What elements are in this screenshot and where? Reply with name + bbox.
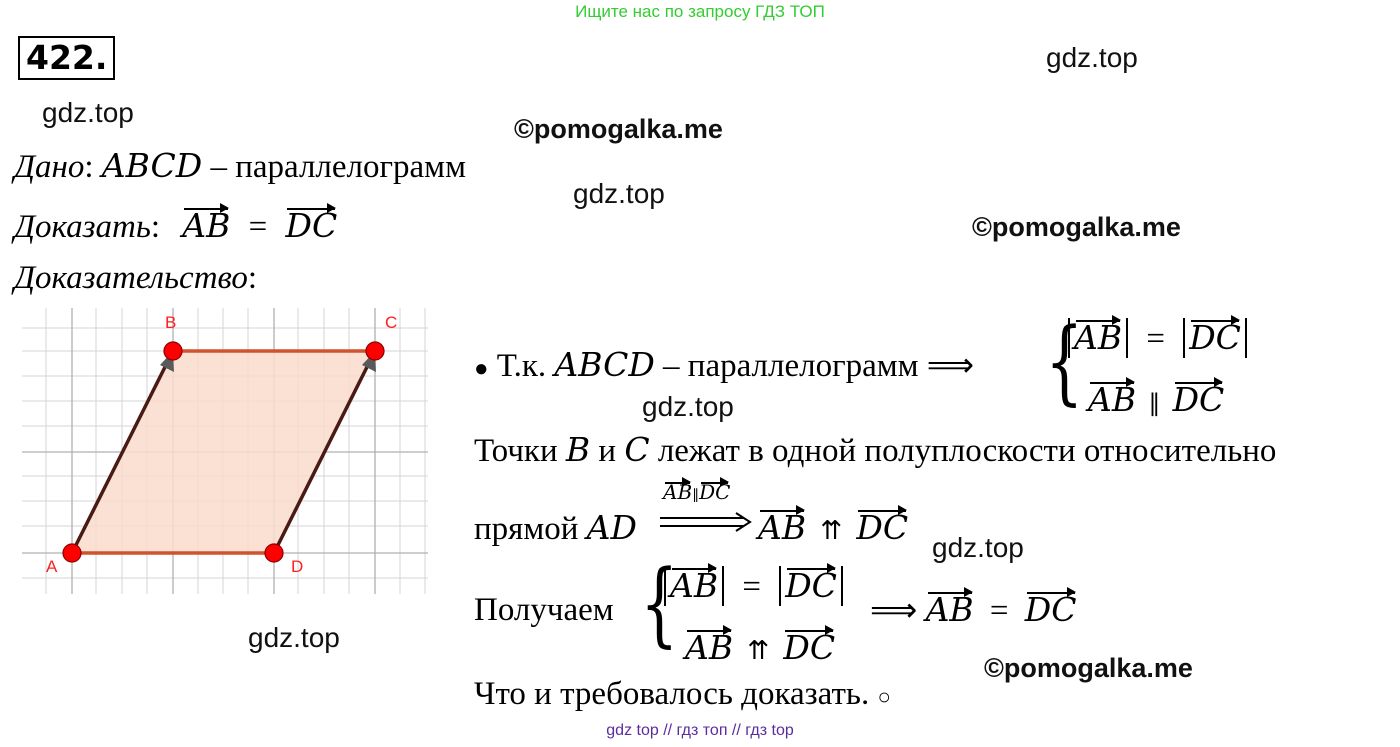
given-label: Дано bbox=[14, 149, 85, 185]
proof-line-2: Точки B и C лежат в одной полуплоскости относительно bbox=[474, 430, 1277, 469]
result-line: ⟹ AB = DC bbox=[870, 590, 1077, 629]
footer-links[interactable]: gdz top // гдз топ // гдз top bbox=[606, 722, 794, 739]
implies-arrow: ⟹ bbox=[870, 593, 918, 629]
bullet: ● bbox=[474, 356, 489, 382]
proof-line-3: прямой AD bbox=[474, 508, 637, 547]
prove-line: Доказать: AB = DC bbox=[14, 206, 338, 245]
proof-step-1: ● Т.к. ABCD – параллелограмм ⟹ bbox=[474, 345, 975, 384]
end-mark: ○ bbox=[877, 684, 891, 709]
watermark-gdz: gdz.top bbox=[248, 622, 340, 653]
watermark-pomogalka: ©pomogalka.me bbox=[972, 212, 1181, 242]
given-line: Дано: ABCD – параллелограмм bbox=[14, 146, 466, 185]
problem-number: 422. bbox=[18, 36, 115, 80]
proof-line-4: Получаем bbox=[474, 592, 614, 628]
arrow-label: AB∥DC bbox=[663, 480, 731, 504]
system-row-1: AB = DC bbox=[1068, 318, 1247, 358]
system-brace-2: { bbox=[640, 550, 679, 657]
system-row-2: AB ∥ DC bbox=[1088, 380, 1225, 419]
vector-dc: DC bbox=[285, 206, 338, 245]
codirected-statement: AB ⇈ DC bbox=[758, 508, 909, 547]
watermark-gdz: gdz.top bbox=[642, 391, 734, 422]
point-label-a: A bbox=[46, 557, 58, 576]
watermark-pomogalka: ©pomogalka.me bbox=[514, 114, 723, 144]
implies-arrow: ⟹ bbox=[926, 348, 975, 384]
watermark-gdz: gdz.top bbox=[1046, 42, 1138, 73]
conclusion: Что и требовалось доказать. ○ bbox=[474, 676, 891, 712]
point-label-b: B bbox=[165, 313, 177, 332]
proof-label: Доказательство: bbox=[14, 260, 258, 296]
system2-row-2: AB ⇈ DC bbox=[685, 628, 836, 667]
long-implies-arrow bbox=[660, 512, 752, 534]
system-brace: { bbox=[1045, 308, 1084, 415]
watermark-pomogalka: ©pomogalka.me bbox=[984, 653, 1193, 683]
vector-ab: AB bbox=[182, 206, 231, 245]
point-label-c: C bbox=[385, 313, 398, 332]
given-figure: ABCD bbox=[101, 146, 203, 185]
prove-label: Доказать bbox=[14, 209, 151, 245]
watermark-gdz: gdz.top bbox=[932, 532, 1024, 563]
watermark-gdz: gdz.top bbox=[42, 97, 134, 128]
given-text: – параллелограмм bbox=[202, 149, 466, 185]
parallelogram-figure bbox=[18, 306, 430, 596]
system2-row-1: AB = DC bbox=[664, 566, 843, 606]
point-label-d: D bbox=[291, 557, 304, 576]
watermark-gdz: gdz.top bbox=[573, 178, 665, 209]
top-banner[interactable]: Ищите нас по запросу ГДЗ ТОП bbox=[575, 2, 825, 21]
